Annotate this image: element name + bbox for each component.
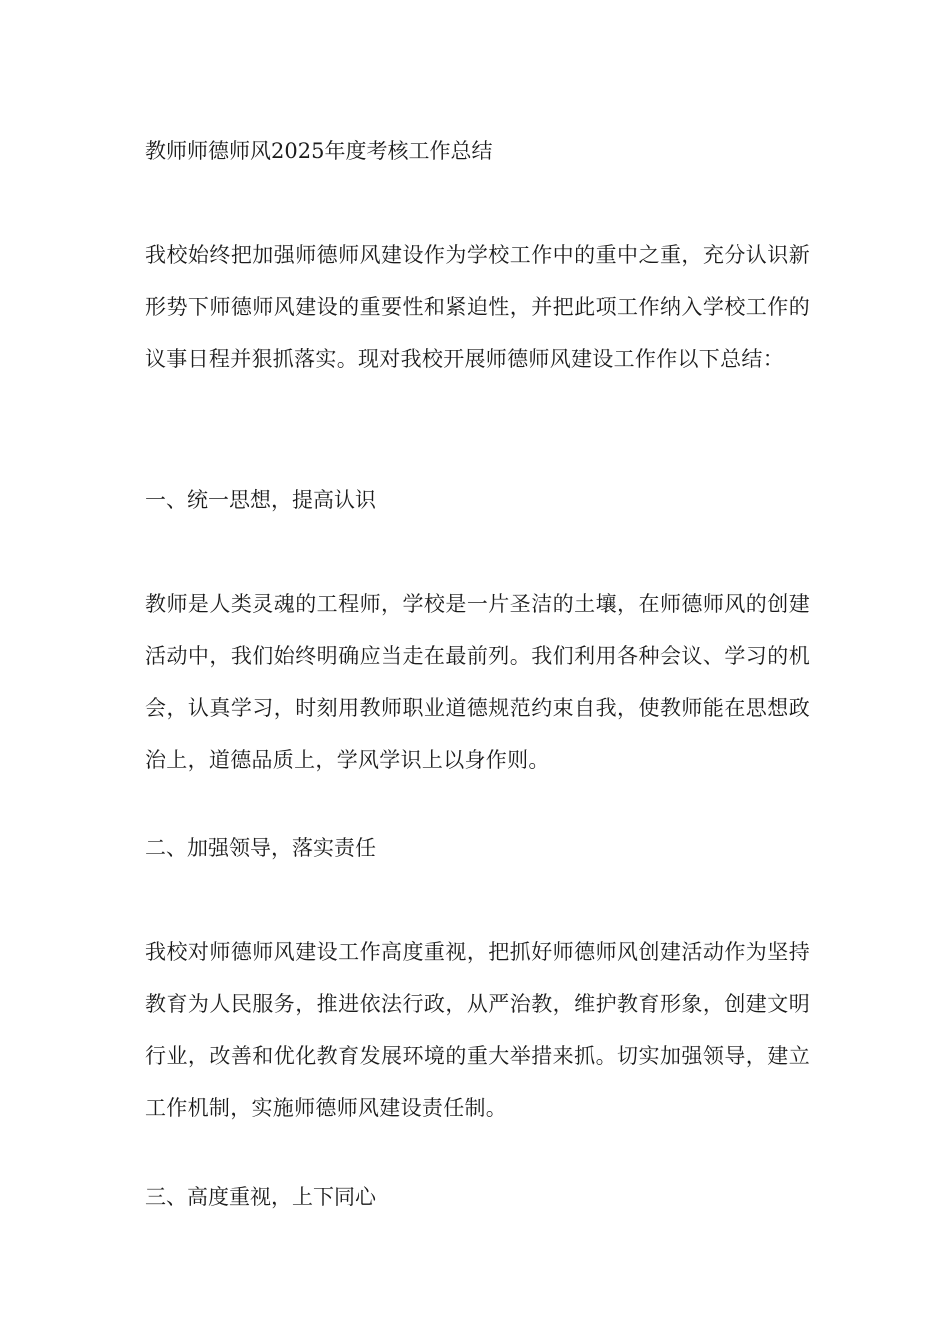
section-2-body: 我校对师德师风建设工作高度重视，把抓好师德师风创建活动作为坚持教育为人民服务，推进依法行政，从严治教，维护教育形象，创建文明行业，改善和优化教育发展环境的重大举措来抓。切实加强领导，建立工作机制，实施师德师风建设责任制。 xyxy=(145,940,810,1120)
intro-paragraph: 我校始终把加强师德师风建设作为学校工作中的重中之重，充分认识新形势下师德师风建设的重要性和紧迫性，并把此项工作纳入学校工作的议事日程并狠抓落实。现对我校开展师德师风建设工作作以下总结： xyxy=(145,243,810,371)
section-3-heading: 三、高度重视，上下同心 xyxy=(145,1185,376,1209)
section-1-body: 教师是人类灵魂的工程师，学校是一片圣洁的土壤，在师德师风的创建活动中，我们始终明确应当走在最前列。我们利用各种会议、学习的机会，认真学习，时刻用教师职业道德规范约束自我，使教师能在思想政治上，道德品质上，学风学识上以身作则。 xyxy=(145,592,810,772)
section-2-heading: 二、加强领导，落实责任 xyxy=(145,836,376,860)
document-title: 教师师德师风2025年度考核工作总结 xyxy=(145,139,493,163)
section-1-heading: 一、统一思想，提高认识 xyxy=(145,488,376,512)
